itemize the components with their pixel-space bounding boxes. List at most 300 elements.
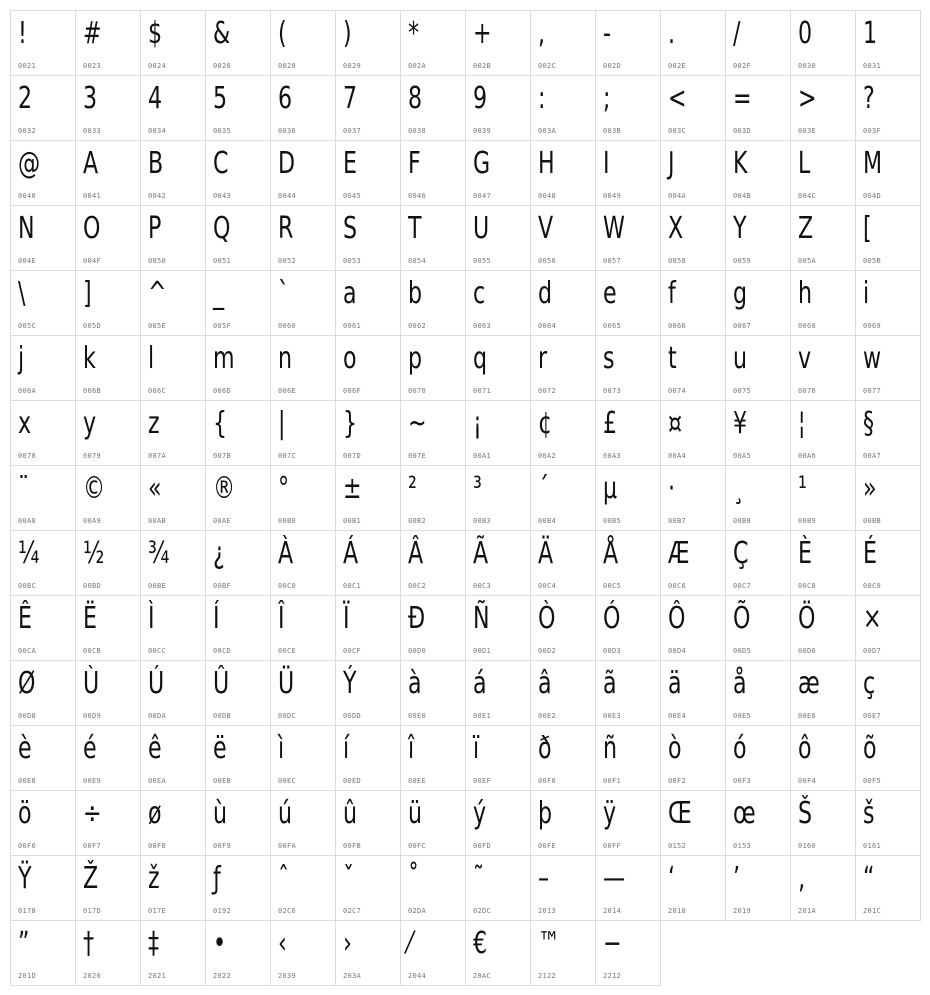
glyph-cell — [400, 855, 466, 921]
glyph-cell — [335, 855, 401, 921]
glyph-cell — [465, 10, 531, 76]
glyph-cell — [270, 140, 336, 206]
glyph-code: 201C — [863, 907, 882, 915]
glyph-char: Š — [798, 796, 813, 831]
glyph-cell — [725, 140, 791, 206]
glyph-code: 0059 — [733, 257, 752, 265]
glyph-cell — [660, 660, 726, 726]
glyph-code: 00E4 — [668, 712, 687, 720]
glyph-cell — [335, 10, 401, 76]
glyph-cell — [530, 855, 596, 921]
glyph-code: 006D — [213, 387, 232, 395]
glyph-cell — [400, 595, 466, 661]
glyph-cell — [140, 595, 206, 661]
glyph-char: ) — [343, 16, 352, 51]
glyph-code: 00F9 — [213, 842, 232, 850]
glyph-char: Ì — [148, 601, 155, 636]
glyph-cell — [725, 205, 791, 271]
glyph-char: X — [668, 211, 684, 246]
glyph-char: Ð — [408, 601, 426, 636]
glyph-char: ï — [473, 731, 480, 766]
glyph-char: Ÿ — [18, 861, 32, 896]
glyph-char: Ë — [83, 601, 97, 636]
glyph-char: Ý — [343, 666, 357, 701]
glyph-code: 00E0 — [408, 712, 427, 720]
glyph-code: 003D — [733, 127, 752, 135]
glyph-code: 0023 — [83, 62, 102, 70]
glyph-cell — [335, 140, 401, 206]
glyph-char: £ — [603, 406, 618, 441]
glyph-char: ´ — [538, 471, 550, 506]
glyph-char: • — [213, 926, 227, 961]
glyph-cell — [595, 660, 661, 726]
glyph-code: 00C6 — [668, 582, 687, 590]
glyph-code: 00E9 — [83, 777, 102, 785]
glyph-code: 00FD — [473, 842, 492, 850]
glyph-cell — [140, 10, 206, 76]
glyph-cell — [855, 335, 921, 401]
glyph-cell — [205, 855, 271, 921]
glyph-cell — [725, 270, 791, 336]
glyph-cell — [790, 660, 856, 726]
glyph-char: ‹ — [278, 926, 287, 961]
glyph-cell — [75, 790, 141, 856]
glyph-cell — [335, 205, 401, 271]
glyph-code: 00C0 — [278, 582, 297, 590]
glyph-code: 00BD — [83, 582, 102, 590]
glyph-code: 00F7 — [83, 842, 102, 850]
glyph-char: § — [863, 406, 875, 441]
glyph-cell — [725, 790, 791, 856]
glyph-cell — [465, 530, 531, 596]
glyph-char: q — [473, 341, 488, 376]
glyph-char: – — [538, 861, 550, 896]
glyph-cell — [595, 205, 661, 271]
glyph-code: 0054 — [408, 257, 427, 265]
glyph-code: 00A3 — [603, 452, 622, 460]
glyph-code: 003B — [603, 127, 622, 135]
glyph-code: 007E — [408, 452, 427, 460]
glyph-cell — [530, 140, 596, 206]
glyph-code: 00F0 — [538, 777, 557, 785]
glyph-code: 0055 — [473, 257, 492, 265]
glyph-code: 017D — [83, 907, 102, 915]
glyph-char: ! — [18, 16, 27, 51]
glyph-cell — [530, 205, 596, 271]
glyph-char: ; — [603, 81, 611, 116]
glyph-char: ² — [408, 471, 417, 506]
glyph-cell — [140, 790, 206, 856]
glyph-char: ê — [148, 731, 162, 766]
glyph-cell — [270, 595, 336, 661]
glyph-code: 0052 — [278, 257, 297, 265]
glyph-char: Õ — [733, 601, 751, 636]
glyph-code: 0037 — [343, 127, 362, 135]
glyph-code: 00EF — [473, 777, 492, 785]
glyph-cell — [855, 465, 921, 531]
glyph-char: = — [733, 81, 752, 116]
glyph-code: 003A — [538, 127, 557, 135]
glyph-cell — [465, 465, 531, 531]
glyph-code: 004E — [18, 257, 37, 265]
glyph-cell — [140, 530, 206, 596]
glyph-char: 9 — [473, 81, 488, 116]
glyph-char: á — [473, 666, 487, 701]
glyph-char: Ï — [343, 601, 350, 636]
glyph-char: í — [343, 731, 350, 766]
glyph-code: 0056 — [538, 257, 557, 265]
glyph-code: 2022 — [213, 972, 232, 980]
glyph-char: ˚ — [408, 861, 420, 896]
glyph-code: 2044 — [408, 972, 427, 980]
glyph-cell — [530, 10, 596, 76]
glyph-cell — [465, 400, 531, 466]
glyph-cell — [530, 920, 596, 986]
glyph-char: [ — [863, 211, 872, 246]
glyph-code: 00DA — [148, 712, 167, 720]
glyph-char: - — [603, 16, 611, 51]
glyph-cell — [335, 335, 401, 401]
glyph-cell — [205, 270, 271, 336]
glyph-char: ü — [408, 796, 423, 831]
glyph-cell — [595, 530, 661, 596]
glyph-code: 00B5 — [603, 517, 622, 525]
glyph-code: 00EA — [148, 777, 167, 785]
glyph-char: ¢ — [538, 406, 553, 441]
glyph-code: 004C — [798, 192, 817, 200]
glyph-code: 00D3 — [603, 647, 622, 655]
glyph-cell — [10, 855, 76, 921]
glyph-code: 00D5 — [733, 647, 752, 655]
glyph-cell — [75, 205, 141, 271]
glyph-char: ø — [148, 796, 162, 831]
glyph-code: 004D — [863, 192, 882, 200]
glyph-code: 00AB — [148, 517, 167, 525]
glyph-code: 00D2 — [538, 647, 557, 655]
glyph-cell — [335, 920, 401, 986]
glyph-char: ñ — [603, 731, 618, 766]
glyph-code: 007B — [213, 452, 232, 460]
glyph-char: É — [863, 536, 877, 571]
glyph-code: 00CE — [278, 647, 297, 655]
glyph-char: ò — [668, 731, 682, 766]
glyph-cell — [595, 75, 661, 141]
glyph-cell — [75, 660, 141, 726]
glyph-code: 00DC — [278, 712, 297, 720]
glyph-cell — [270, 530, 336, 596]
glyph-code: 0044 — [278, 192, 297, 200]
glyph-char: R — [278, 211, 294, 246]
glyph-char: K — [733, 146, 748, 181]
glyph-char: − — [603, 926, 622, 961]
glyph-code: 0160 — [798, 842, 817, 850]
glyph-code: 0067 — [733, 322, 752, 330]
glyph-cell — [530, 400, 596, 466]
glyph-char: # — [83, 16, 102, 51]
glyph-char: a — [343, 276, 357, 311]
glyph-code: 005D — [83, 322, 102, 330]
glyph-code: 007C — [278, 452, 297, 460]
glyph-code: 00E7 — [863, 712, 882, 720]
glyph-cell — [725, 75, 791, 141]
glyph-cell — [855, 725, 921, 791]
glyph-char: 4 — [148, 81, 163, 116]
glyph-code: 00C3 — [473, 582, 492, 590]
glyph-code: 0043 — [213, 192, 232, 200]
glyph-cell — [205, 75, 271, 141]
glyph-cell — [660, 335, 726, 401]
glyph-char: 0 — [798, 16, 813, 51]
glyph-char: Ó — [603, 601, 621, 636]
glyph-cell — [530, 335, 596, 401]
glyph-char: ] — [83, 276, 92, 311]
glyph-code: 0061 — [343, 322, 362, 330]
glyph-cell — [140, 270, 206, 336]
glyph-cell — [400, 75, 466, 141]
glyph-cell — [140, 140, 206, 206]
glyph-cell — [205, 465, 271, 531]
glyph-code: 0178 — [18, 907, 37, 915]
glyph-code: 0045 — [343, 192, 362, 200]
glyph-code: 00C5 — [603, 582, 622, 590]
glyph-code: 0033 — [83, 127, 102, 135]
glyph-char: ù — [213, 796, 228, 831]
glyph-char: k — [83, 341, 96, 376]
glyph-cell — [270, 75, 336, 141]
glyph-char: S — [343, 211, 358, 246]
glyph-cell — [140, 660, 206, 726]
glyph-char: ° — [278, 471, 290, 506]
glyph-code: 0026 — [213, 62, 232, 70]
glyph-code: 00FE — [538, 842, 557, 850]
glyph-code: 00D1 — [473, 647, 492, 655]
glyph-cell — [530, 660, 596, 726]
glyph-code: 005A — [798, 257, 817, 265]
glyph-char: B — [148, 146, 164, 181]
glyph-char: È — [798, 536, 812, 571]
glyph-cell — [790, 335, 856, 401]
glyph-cell — [270, 920, 336, 986]
glyph-code: 0065 — [603, 322, 622, 330]
glyph-code: 002F — [733, 62, 752, 70]
glyph-code: 203A — [343, 972, 362, 980]
glyph-code: 0078 — [18, 452, 37, 460]
glyph-code: 0153 — [733, 842, 752, 850]
glyph-code: 006B — [83, 387, 102, 395]
glyph-char: ½ — [83, 536, 105, 571]
glyph-char: Ò — [538, 601, 556, 636]
glyph-code: 007A — [148, 452, 167, 460]
glyph-cell — [530, 270, 596, 336]
glyph-cell — [10, 725, 76, 791]
glyph-code: 0064 — [538, 322, 557, 330]
glyph-char: $ — [148, 16, 163, 51]
glyph-char: ~ — [408, 406, 427, 441]
glyph-cell — [10, 140, 76, 206]
glyph-char: Ü — [278, 666, 295, 701]
glyph-char: t — [668, 341, 677, 376]
glyph-code: 201A — [798, 907, 817, 915]
glyph-char: j — [18, 341, 25, 376]
glyph-code: 02DC — [473, 907, 492, 915]
glyph-char: ¤ — [668, 406, 683, 441]
glyph-char: w — [863, 341, 882, 376]
glyph-code: 00E8 — [18, 777, 37, 785]
glyph-code: 0062 — [408, 322, 427, 330]
glyph-char: & — [213, 16, 231, 51]
glyph-cell — [400, 725, 466, 791]
glyph-code: 0049 — [603, 192, 622, 200]
glyph-char: l — [148, 341, 155, 376]
glyph-char: ` — [278, 276, 290, 311]
glyph-code: 004B — [733, 192, 752, 200]
glyph-code: 00B8 — [733, 517, 752, 525]
glyph-char: + — [473, 16, 492, 51]
glyph-cell — [465, 790, 531, 856]
glyph-char: M — [863, 146, 883, 181]
glyph-char: µ — [603, 471, 618, 506]
glyph-cell — [270, 725, 336, 791]
glyph-cell — [790, 400, 856, 466]
glyph-char: * — [408, 16, 420, 51]
glyph-cell — [530, 75, 596, 141]
glyph-char: { — [213, 406, 228, 441]
glyph-cell — [140, 725, 206, 791]
glyph-char: õ — [863, 731, 877, 766]
glyph-code: 017E — [148, 907, 167, 915]
glyph-cell — [75, 335, 141, 401]
glyph-code: 00CB — [83, 647, 102, 655]
glyph-cell — [595, 10, 661, 76]
glyph-cell — [335, 75, 401, 141]
glyph-char: s — [603, 341, 615, 376]
glyph-char: < — [668, 81, 687, 116]
glyph-char: ç — [863, 666, 876, 701]
glyph-cell — [855, 75, 921, 141]
glyph-code: 00EE — [408, 777, 427, 785]
glyph-code: 0070 — [408, 387, 427, 395]
glyph-char: © — [83, 471, 106, 506]
glyph-char: ÷ — [83, 796, 102, 831]
glyph-cell — [335, 465, 401, 531]
glyph-cell — [400, 140, 466, 206]
glyph-cell — [660, 10, 726, 76]
glyph-char: · — [668, 471, 676, 506]
glyph-char: ý — [473, 796, 487, 831]
glyph-char: ^ — [148, 276, 167, 311]
glyph-char: c — [473, 276, 486, 311]
glyph-char: ë — [213, 731, 227, 766]
glyph-cell — [400, 10, 466, 76]
glyph-char: Î — [278, 601, 285, 636]
glyph-cell — [10, 790, 76, 856]
glyph-char: n — [278, 341, 293, 376]
glyph-cell — [465, 855, 531, 921]
glyph-code: 004F — [83, 257, 102, 265]
glyph-char: Ä — [538, 536, 554, 571]
glyph-cell — [790, 10, 856, 76]
glyph-char: Ù — [83, 666, 100, 701]
glyph-cell — [855, 400, 921, 466]
glyph-char: Ž — [83, 861, 99, 896]
glyph-code: 0073 — [603, 387, 622, 395]
glyph-cell — [465, 660, 531, 726]
glyph-cell — [400, 530, 466, 596]
glyph-code: 00EB — [213, 777, 232, 785]
glyph-code: 00E2 — [538, 712, 557, 720]
glyph-code: 00F5 — [863, 777, 882, 785]
glyph-char: U — [473, 211, 490, 246]
glyph-cell — [270, 205, 336, 271]
glyph-cell — [660, 790, 726, 856]
glyph-code: 00A5 — [733, 452, 752, 460]
glyph-cell — [595, 855, 661, 921]
glyph-char: ® — [213, 471, 236, 506]
glyph-char: > — [798, 81, 817, 116]
glyph-char: V — [538, 211, 554, 246]
glyph-code: 00AE — [213, 517, 232, 525]
glyph-char: h — [798, 276, 813, 311]
glyph-char: P — [148, 211, 162, 246]
glyph-code: 00B4 — [538, 517, 557, 525]
glyph-char: ( — [278, 16, 287, 51]
glyph-code: 0040 — [18, 192, 37, 200]
glyph-char: × — [863, 601, 882, 636]
glyph-cell — [530, 595, 596, 661]
glyph-code: 002C — [538, 62, 557, 70]
glyph-char: Â — [408, 536, 424, 571]
glyph-char: à — [408, 666, 422, 701]
glyph-char: Ç — [733, 536, 749, 571]
glyph-code: 00A4 — [668, 452, 687, 460]
glyph-code: 002E — [668, 62, 687, 70]
glyph-code: 0076 — [798, 387, 817, 395]
glyph-cell — [855, 595, 921, 661]
glyph-cell — [465, 920, 531, 986]
glyph-cell — [10, 530, 76, 596]
glyph-char: ‘ — [668, 861, 676, 896]
glyph-char: o — [343, 341, 357, 376]
glyph-char: é — [83, 731, 97, 766]
glyph-code: 00D8 — [18, 712, 37, 720]
glyph-cell — [530, 530, 596, 596]
glyph-cell — [660, 725, 726, 791]
glyph-cell — [595, 335, 661, 401]
glyph-cell — [595, 270, 661, 336]
glyph-cell — [595, 465, 661, 531]
glyph-char: Ô — [668, 601, 686, 636]
glyph-code: 0068 — [798, 322, 817, 330]
glyph-cell — [660, 595, 726, 661]
glyph-code: 2014 — [603, 907, 622, 915]
glyph-char: ó — [733, 731, 747, 766]
glyph-code: 00F3 — [733, 777, 752, 785]
glyph-char: Œ — [668, 796, 692, 831]
glyph-char: x — [18, 406, 32, 441]
glyph-cell — [530, 790, 596, 856]
glyph-code: 02C7 — [343, 907, 362, 915]
glyph-cell — [465, 725, 531, 791]
glyph-code: 00A6 — [798, 452, 817, 460]
glyph-char: ’ — [733, 861, 741, 896]
glyph-char: Í — [213, 601, 220, 636]
glyph-char: z — [148, 406, 160, 441]
glyph-char: œ — [733, 796, 756, 831]
glyph-char: f — [668, 276, 676, 311]
glyph-cell — [205, 400, 271, 466]
glyph-cell — [270, 335, 336, 401]
glyph-cell — [595, 725, 661, 791]
